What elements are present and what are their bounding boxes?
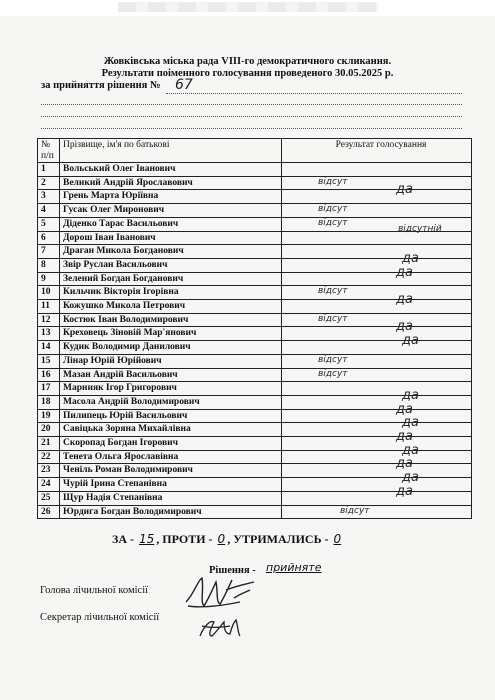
vote-result-cell — [282, 409, 472, 423]
proty-label: , ПРОТИ - — [156, 532, 213, 546]
utrym-label: , УТРИМАЛИСЬ - — [227, 532, 329, 546]
vote-mark-yes: да — [402, 415, 419, 431]
vote-result-cell — [282, 437, 472, 451]
deputy-name: Дорош Іван Іванович — [60, 231, 282, 245]
deputy-name: Масола Андрій Володимирович — [60, 395, 282, 409]
fill-line — [166, 93, 462, 94]
vote-result-cell — [282, 382, 472, 396]
row-number: 15 — [38, 354, 60, 368]
row-number: 23 — [38, 464, 60, 478]
vote-result-cell — [282, 368, 472, 382]
fill-line — [41, 116, 462, 117]
deputy-name: Щур Надія Степанівна — [60, 491, 282, 505]
row-number: 12 — [38, 313, 60, 327]
deputy-name: Юрдига Богдан Володимирович — [60, 505, 282, 519]
table-header-row — [38, 139, 472, 163]
vote-mark-yes: да — [396, 319, 413, 335]
vote-result-cell — [282, 491, 472, 505]
vote-mark-yes: да — [396, 401, 413, 417]
row-number: 21 — [38, 437, 60, 451]
row-number: 14 — [38, 341, 60, 355]
fill-line — [41, 128, 462, 129]
deputy-name: Кильчик Вікторія Ігорівна — [60, 286, 282, 300]
vote-mark-absent: відсут — [340, 505, 370, 516]
head-signature — [180, 572, 260, 614]
row-number: 10 — [38, 286, 60, 300]
vote-mark-absent: відсут — [318, 176, 348, 187]
vote-mark-yes: да — [402, 333, 419, 349]
row-number: 1 — [38, 163, 60, 177]
row-number: 25 — [38, 491, 60, 505]
table-row — [38, 354, 472, 368]
row-number: 3 — [38, 190, 60, 204]
za-label: ЗА - — [112, 532, 134, 546]
vote-results-title: Результати поіменного голосування проведеного 30.05.2025 р. — [101, 68, 394, 79]
vote-mark-absent: відсут — [318, 354, 348, 365]
deputy-name: Гусак Олег Миронович — [60, 204, 282, 218]
vote-result-cell — [282, 204, 472, 218]
vote-mark-absent: відсут — [318, 217, 348, 228]
vote-result-cell — [282, 258, 472, 272]
deputy-name: Савіцька Зоряна Михайлівна — [60, 423, 282, 437]
row-number: 6 — [38, 231, 60, 245]
council-title: Жовківська міська рада VIII-го демократичного скликання. — [103, 56, 392, 67]
table-row — [38, 204, 472, 218]
deputy-name: Ченіль Роман Володимирович — [60, 464, 282, 478]
vote-mark-yes: да — [396, 456, 413, 472]
vote-result-cell — [282, 190, 472, 204]
vote-result-cell — [282, 286, 472, 300]
vote-result-cell — [282, 464, 472, 478]
decision-result-label: Рішення - — [209, 565, 256, 576]
vote-summary — [112, 532, 343, 547]
deputy-name: Звір Руслан Васильович — [60, 258, 282, 272]
vote-result-cell — [282, 341, 472, 355]
row-number: 5 — [38, 217, 60, 231]
row-number: 22 — [38, 450, 60, 464]
head-of-commission-label: Голова лічильної комісії — [40, 585, 149, 596]
deputy-name: Грень Марта Юріївна — [60, 190, 282, 204]
deputy-name: Великий Андрій Ярославович — [60, 176, 282, 190]
vote-result-cell — [282, 450, 472, 464]
vote-result-cell — [282, 354, 472, 368]
deputy-name: Пилипець Юрій Васильович — [60, 409, 282, 423]
row-number: 4 — [38, 204, 60, 218]
secretary-label: Секретар лічильної комісії — [40, 612, 160, 623]
deputy-name: Креховець Зіновій Мар'янович — [60, 327, 282, 341]
row-number: 16 — [38, 368, 60, 382]
table-row — [38, 368, 472, 382]
fill-line — [41, 104, 462, 105]
deputy-name: Лінар Юрій Юрійович — [60, 354, 282, 368]
table-row — [38, 505, 472, 519]
decision-result-value: прийняте — [266, 561, 322, 574]
vote-mark-yes: да — [402, 470, 419, 486]
col-header-number: № п/п — [38, 139, 60, 163]
deputy-name: Вольський Олег Іванович — [60, 163, 282, 177]
vote-mark-yes: да — [396, 264, 413, 280]
vote-mark-absent: відсут — [318, 286, 348, 297]
vote-mark-absent: відсут — [318, 313, 348, 324]
row-number: 17 — [38, 382, 60, 396]
row-number: 9 — [38, 272, 60, 286]
vote-mark-yes: да — [402, 442, 419, 458]
za-value: 15 — [139, 532, 155, 546]
row-number: 7 — [38, 245, 60, 259]
vote-result-cell — [282, 217, 472, 231]
vote-result-cell — [282, 245, 472, 259]
vote-mark-yes: да — [396, 429, 413, 444]
vote-result-cell — [282, 300, 472, 314]
vote-mark-yes: да — [396, 292, 413, 307]
col-header-name: Прізвище, ім'я по батькові — [60, 139, 282, 163]
vote-result-cell — [282, 395, 472, 409]
deputy-name: Драган Микола Богданович — [60, 245, 282, 259]
deputy-name: Зелений Богдан Богданович — [60, 272, 282, 286]
vote-result-cell — [282, 327, 472, 341]
vote-result-cell — [282, 478, 472, 492]
deputy-name: Кудик Володимир Данилович — [60, 341, 282, 355]
row-number: 19 — [38, 409, 60, 423]
deputy-name: Скоропад Богдан Ігорович — [60, 437, 282, 451]
row-number: 2 — [38, 176, 60, 190]
vote-mark-yes: да — [396, 483, 413, 499]
vote-mark-yes: да — [402, 250, 419, 266]
table-row — [38, 163, 472, 177]
vote-result-cell — [282, 313, 472, 327]
deputy-name: Чурій Ірина Степанівна — [60, 478, 282, 492]
deputy-name: Мазан Андрій Васильович — [60, 368, 282, 382]
vote-result-cell — [282, 231, 472, 245]
vote-mark-absent: відсутній — [398, 223, 442, 234]
faint-bleed-text — [118, 2, 378, 12]
vote-mark-yes: да — [402, 387, 419, 403]
proty-value: 0 — [217, 532, 226, 546]
row-number: 26 — [38, 505, 60, 519]
vote-result-cell — [282, 423, 472, 437]
deputy-name: Кожушко Микола Петрович — [60, 300, 282, 314]
vote-result-cell — [282, 505, 472, 519]
row-number: 13 — [38, 327, 60, 341]
row-number: 8 — [38, 258, 60, 272]
deputy-name: Марнияк Ігор Григорович — [60, 382, 282, 396]
row-number: 24 — [38, 478, 60, 492]
vote-result-cell — [282, 176, 472, 190]
vote-result-cell — [282, 272, 472, 286]
row-number: 20 — [38, 423, 60, 437]
decision-label: за прийняття рішення № — [41, 80, 161, 91]
utrym-value: 0 — [333, 532, 342, 546]
deputy-name: Діденко Тарас Васильович — [60, 217, 282, 231]
vote-mark-yes: да — [396, 182, 413, 198]
row-number: 11 — [38, 300, 60, 314]
decision-number: 67 — [175, 77, 193, 93]
vote-result-cell — [282, 163, 472, 177]
col-header-result: Результат голосування — [282, 139, 472, 163]
row-number: 18 — [38, 395, 60, 409]
scan-top-strip — [0, 0, 495, 16]
deputy-name: Тенета Ольга Ярославівна — [60, 450, 282, 464]
vote-mark-absent: відсут — [318, 204, 348, 215]
secretary-signature — [196, 612, 246, 642]
vote-mark-absent: відсут — [318, 368, 348, 379]
deputy-name: Костюк Іван Володимирович — [60, 313, 282, 327]
